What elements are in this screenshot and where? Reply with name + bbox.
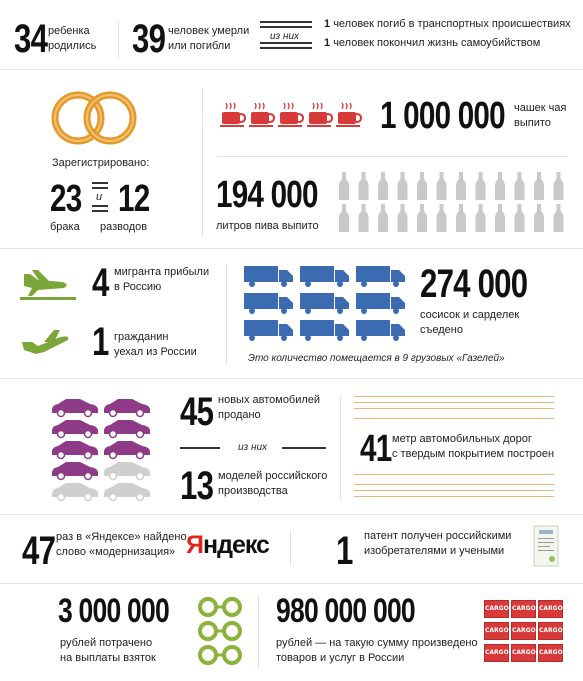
beer-bottle-icon: [515, 172, 525, 200]
car-icon: [104, 441, 150, 459]
cargo-box-icon: CARGO: [538, 600, 563, 618]
row-divider: [0, 583, 583, 584]
left-number: 1: [92, 320, 109, 364]
divider: [290, 530, 291, 566]
road-line: [354, 418, 554, 419]
plane-arrival-icon: [18, 264, 78, 300]
cargo-box-icon: CARGO: [484, 644, 509, 662]
tea-label-line1: чашек чая: [514, 102, 567, 114]
roads-label-line1: метр автомобильных дорог: [392, 433, 532, 445]
sausage-label-line2: съедено: [420, 324, 463, 336]
yandex-logo-rest: ндекс: [202, 531, 269, 559]
arrived-label: [114, 265, 209, 295]
beer-bottle-icon: [495, 204, 505, 232]
road-line: [354, 402, 554, 403]
beer-bottle-icon: [398, 204, 408, 232]
cargo-box-icon: CARGO: [511, 622, 536, 640]
of-them-rule-right: [282, 447, 326, 449]
trucks-note: Это количество помещается в 9 грузовых «Газелей»: [248, 353, 505, 364]
tea-cup-icon: [307, 103, 332, 127]
divider: [258, 596, 259, 668]
divorces-label: разводов: [100, 221, 148, 233]
cars-icon: [50, 396, 156, 506]
beer-label: литров пива выпито: [216, 220, 319, 232]
bribes-label-line2: на выплаты взяток: [60, 652, 156, 664]
beer-bottle-icon: [456, 204, 466, 232]
ru-cars-label-line2: производства: [218, 485, 288, 497]
cars-number: 45: [180, 390, 214, 434]
divider: [226, 264, 227, 364]
fact-suicide-text: человек покончил жизнь самоубийством: [333, 37, 541, 49]
cars-label-line1: новых автомобилей: [218, 394, 321, 406]
patent-label-line1: патент получен российскими: [364, 530, 512, 542]
trucks-icon: [244, 264, 410, 344]
divorces-number: 12: [118, 178, 150, 220]
of-them-rule-left: [180, 447, 220, 449]
road-line: [354, 474, 554, 475]
beer-bottle-icon: [437, 204, 447, 232]
beer-bottle-icon: [339, 204, 349, 232]
sausage-label: [420, 308, 519, 338]
wedding-rings-icon: [46, 88, 146, 148]
of-them-label: из них: [238, 442, 268, 453]
deaths-number: 39: [132, 17, 166, 61]
beer-bottle-icon: [476, 204, 486, 232]
ru-cars-number: 13: [180, 464, 214, 508]
beer-bottle-icon: [476, 172, 486, 200]
conj-rule-top: [92, 182, 108, 189]
ru-cars-label-line1: моделей российского: [218, 470, 328, 482]
truck-icon: [244, 320, 293, 341]
beer-number: 194 000: [216, 174, 318, 216]
beer-bottle-icon: [515, 204, 525, 232]
fact-transport-text: человек погиб в транспортных происшествиях: [333, 18, 571, 30]
goods-label-line1: рублей — на такую сумму произведено: [276, 637, 478, 649]
roads-label: [392, 432, 554, 462]
road-line: [354, 484, 554, 485]
car-icon: [104, 483, 150, 501]
patent-label-line2: изобретателями и учеными: [364, 545, 505, 557]
registered-label: Зарегистрировано:: [52, 157, 150, 169]
conj-label: и: [96, 191, 103, 203]
car-icon: [52, 441, 98, 459]
beer-bottle-icon: [554, 204, 564, 232]
conj-rule-bottom: [92, 205, 108, 212]
road-line: [354, 490, 554, 491]
cargo-box-icon: CARGO: [511, 644, 536, 662]
fact-transport: [324, 17, 571, 32]
yandex-label-line1: раз в «Яндексе» найдено: [56, 531, 187, 543]
of-them-rule-top: [260, 21, 312, 28]
truck-icon: [300, 320, 349, 341]
left-label-line1: гражданин: [114, 331, 169, 343]
beer-bottle-icon: [417, 204, 427, 232]
births-label-line1: ребенка: [48, 25, 90, 37]
divider: [340, 396, 341, 500]
beer-bottle-icon: [417, 172, 427, 200]
ru-cars-label: [218, 469, 327, 499]
beer-bottle-icon: [437, 172, 447, 200]
beer-bottle-icon: [534, 204, 544, 232]
cargo-box-icon: CARGO: [538, 622, 563, 640]
goods-number: 980 000 000: [276, 592, 415, 630]
road-line: [354, 396, 554, 397]
row-divider: [0, 514, 583, 515]
truck-icon: [300, 293, 349, 314]
truck-icon: [356, 293, 405, 314]
of-them-label: из них: [270, 31, 300, 42]
row-divider: [0, 378, 583, 379]
tea-cup-icon: [220, 103, 245, 127]
roads-label-line2: с твердым покрытием построен: [392, 448, 555, 460]
beer-bottle-icon: [398, 172, 408, 200]
fact-transport-number: 1: [324, 18, 331, 30]
car-icon: [52, 462, 98, 480]
births-label-line2: родились: [48, 40, 97, 52]
left-label-line2: уехал из России: [114, 346, 197, 358]
row-divider: [0, 69, 583, 70]
beer-bottle-icon: [359, 172, 369, 200]
beer-bottle-icon: [554, 172, 564, 200]
car-icon: [104, 399, 150, 417]
fact-suicide: [324, 36, 540, 51]
deaths-label-line2: или погибли: [168, 40, 231, 52]
yandex-number: 47: [22, 529, 56, 573]
truck-icon: [300, 266, 349, 287]
beer-bottles-icon: [336, 172, 572, 234]
tea-label: [514, 101, 566, 131]
births-number: 34: [14, 17, 48, 61]
car-icon: [52, 420, 98, 438]
yandex-logo: [186, 531, 269, 560]
road-line: [354, 496, 554, 497]
tea-cup-icon: [249, 103, 274, 127]
cars-label: [218, 393, 320, 423]
truck-icon: [356, 266, 405, 287]
deaths-label-line1: человек умерли: [168, 25, 250, 37]
patent-number: 1: [336, 529, 353, 573]
fact-suicide-number: 1: [324, 37, 331, 49]
car-icon: [52, 483, 98, 501]
roads-number: 41: [360, 428, 392, 470]
sausage-number: 274 000: [420, 262, 528, 306]
marriages-number: 23: [50, 178, 82, 220]
beer-bottle-icon: [495, 172, 505, 200]
arrived-label-line1: мигранта прибыли: [114, 266, 210, 278]
bribes-number: 3 000 000: [58, 592, 169, 630]
cargo-box-icon: CARGO: [511, 600, 536, 618]
tea-cup-icon: [336, 103, 361, 127]
sausage-label-line1: сосисок и сарделек: [420, 309, 520, 321]
patent-document-icon: [532, 524, 560, 568]
divider: [118, 20, 119, 58]
section-divider: [218, 156, 568, 157]
beer-bottle-icon: [378, 204, 388, 232]
cars-label-line2: продано: [218, 409, 261, 421]
handcuffs-icon: [196, 596, 244, 666]
car-icon: [104, 462, 150, 480]
arrived-label-line2: в Россию: [114, 281, 162, 293]
tea-label-line2: выпито: [514, 117, 551, 129]
patent-label: [364, 529, 511, 559]
beer-bottle-icon: [456, 172, 466, 200]
car-icon: [104, 420, 150, 438]
births-label: [48, 24, 96, 54]
plane-departure-icon: [18, 326, 78, 358]
truck-icon: [244, 266, 293, 287]
of-them-rule-bottom: [260, 42, 312, 49]
tea-number: 1 000 000: [380, 95, 505, 137]
deaths-label: [168, 24, 249, 54]
cargo-box-icon: CARGO: [538, 644, 563, 662]
cargo-boxes-icon: [484, 600, 564, 664]
truck-icon: [356, 320, 405, 341]
left-label: [114, 330, 197, 360]
bribes-label-line1: рублей потрачено: [60, 637, 153, 649]
tea-cups-icon: [220, 100, 370, 130]
beer-bottle-icon: [359, 204, 369, 232]
goods-label-line2: товаров и услуг в России: [276, 652, 405, 664]
cargo-box-icon: CARGO: [484, 600, 509, 618]
car-icon: [52, 399, 98, 417]
beer-bottle-icon: [339, 172, 349, 200]
tea-cup-icon: [278, 103, 303, 127]
marriages-label: брака: [50, 221, 80, 233]
yandex-label: [56, 530, 187, 560]
road-line: [354, 408, 554, 409]
cargo-box-icon: CARGO: [484, 622, 509, 640]
row-divider: [0, 248, 583, 249]
divider: [202, 88, 203, 236]
yandex-logo-first-letter: Я: [186, 531, 203, 559]
goods-label: [276, 636, 478, 666]
beer-bottle-icon: [378, 172, 388, 200]
yandex-label-line2: слово «модернизация»: [56, 546, 176, 558]
bribes-label: [60, 636, 156, 666]
arrived-number: 4: [92, 261, 109, 305]
beer-bottle-icon: [534, 172, 544, 200]
truck-icon: [244, 293, 293, 314]
